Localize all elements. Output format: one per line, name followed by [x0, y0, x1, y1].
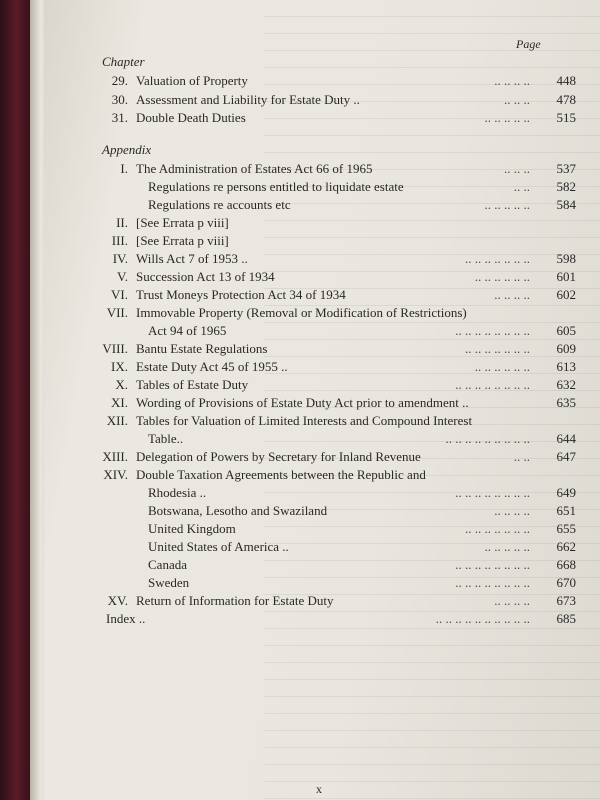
entry-number: VII.: [106, 305, 128, 320]
leader-dots: .. .. ..: [504, 161, 530, 176]
entry-title: [See Errata p viii]: [136, 233, 229, 248]
entry-title: Immovable Property (Removal or Modification of Restrictions): [136, 305, 467, 320]
leader-dots: .. .. .. .. .. .. .. .. .. ..: [435, 611, 530, 626]
page-column-label: Page: [516, 37, 541, 51]
leader-dots: .. .. .. ..: [494, 593, 530, 608]
entry-page: 651: [556, 503, 576, 518]
appendix-heading: Appendix: [102, 142, 152, 157]
toc-entry: [44, 214, 600, 232]
toc-entry: [44, 412, 600, 430]
entry-page: 448: [556, 73, 576, 88]
contents-page: [44, 0, 600, 800]
entry-number: XI.: [111, 395, 128, 410]
entry-title: Estate Duty Act 45 of 1955 ..: [136, 359, 288, 374]
leader-dots: .. .. .. ..: [494, 287, 530, 302]
entry-number: IV.: [112, 251, 128, 266]
entry-number: VI.: [111, 287, 128, 302]
entry-title: Double Taxation Agreements between the Republic and: [136, 467, 426, 482]
leader-dots: .. .. .. ..: [494, 503, 530, 518]
toc-entry: [44, 196, 600, 214]
entry-title: Index ..: [106, 611, 146, 626]
leader-dots: .. .. .. .. .. .. ..: [465, 521, 530, 536]
toc-entry: [44, 109, 600, 127]
entry-number: 30.: [111, 91, 128, 107]
entry-title: Canada: [148, 557, 187, 572]
leader-dots: .. ..: [513, 179, 530, 194]
entry-page: 655: [556, 521, 576, 536]
entry-page: 601: [556, 269, 576, 284]
entry-number: III.: [111, 233, 128, 248]
entry-page: 632: [556, 377, 576, 392]
leader-dots: .. .. .. .. .. .. .. ..: [455, 575, 530, 590]
toc-entry: [44, 160, 600, 178]
leader-dots: .. .. .. .. ..: [484, 197, 530, 212]
leader-dots: .. .. .. .. ..: [484, 110, 530, 125]
entry-title: Assessment and Liability for Estate Duty ..: [136, 91, 360, 107]
leader-dots: .. .. .. .. .. .. .. .. ..: [445, 431, 530, 446]
entry-page: 673: [556, 593, 576, 608]
entry-title: Succession Act 13 of 1934: [136, 269, 275, 284]
entry-title: Sweden: [148, 575, 190, 590]
toc-entry: [44, 448, 600, 466]
toc-entry: [44, 340, 600, 358]
toc-entry: [44, 286, 600, 304]
entry-title: Table..: [148, 431, 184, 446]
leader-dots: .. .. .. .. .. .. .. ..: [455, 377, 530, 392]
chapter-heading: Chapter: [102, 54, 145, 69]
leader-dots: .. .. ..: [504, 91, 530, 107]
entry-page: 584: [556, 197, 576, 212]
entry-number: 29.: [111, 73, 128, 88]
leader-dots: .. .. .. .. .. .. ..: [465, 341, 530, 356]
page-number: x: [316, 782, 322, 796]
entry-number: XIV.: [103, 467, 128, 482]
leader-dots: .. .. .. .. .. .. .. ..: [455, 485, 530, 500]
leader-dots: .. .. .. .. .. .. ..: [465, 251, 530, 266]
entry-number: IX.: [111, 359, 128, 374]
leader-dots: .. .. .. ..: [494, 73, 530, 88]
entry-title: Act 94 of 1965: [148, 323, 227, 338]
entry-title: Wording of Provisions of Estate Duty Act prior to amendment ..: [136, 395, 469, 410]
entry-number: II.: [116, 215, 128, 230]
entry-title: United States of America ..: [148, 539, 289, 554]
entry-page: 602: [556, 287, 576, 302]
entry-title: Regulations re persons entitled to liquidate estate: [148, 179, 404, 194]
toc-entry: [44, 268, 600, 286]
leader-dots: .. ..: [513, 449, 530, 464]
toc-entry: [44, 574, 600, 592]
entry-number: X.: [115, 377, 128, 392]
entry-page: 644: [556, 431, 576, 446]
entry-page: 662: [556, 539, 576, 554]
entry-page: 515: [556, 110, 576, 125]
entry-title: Wills Act 7 of 1953 ..: [136, 251, 248, 266]
leader-dots: .. .. .. .. .. .. .. ..: [455, 557, 530, 572]
entry-page: 478: [556, 91, 576, 107]
entry-number: XII.: [106, 413, 128, 428]
toc-entry: [44, 520, 600, 538]
entry-page: 582: [556, 179, 576, 194]
entry-title: Regulations re accounts etc: [148, 197, 291, 212]
entry-page: 635: [556, 395, 576, 410]
toc-entry: [44, 358, 600, 376]
entry-title: Tables of Estate Duty: [136, 377, 249, 392]
entry-title: [See Errata p viii]: [136, 215, 229, 230]
entry-title: Bantu Estate Regulations: [136, 341, 268, 356]
toc-entry: [44, 466, 600, 484]
entry-page: 647: [556, 449, 576, 464]
entry-title: Double Death Duties: [136, 110, 246, 125]
toc-entry: [44, 484, 600, 502]
toc-entry: [44, 430, 600, 448]
entry-number: 31.: [111, 110, 128, 125]
entry-number: V.: [117, 269, 128, 284]
leader-dots: .. .. .. .. .. .. .. ..: [455, 323, 530, 338]
entry-title: The Administration of Estates Act 66 of 1965: [136, 161, 373, 176]
toc-entry: [44, 376, 600, 394]
toc-entry: [44, 91, 600, 109]
entry-title: Return of Information for Estate Duty: [136, 593, 334, 608]
entry-page: 670: [556, 575, 576, 590]
toc-entry: [44, 250, 600, 268]
entry-page: 668: [556, 557, 576, 572]
entry-page: 537: [556, 161, 576, 176]
entry-page: 685: [556, 611, 576, 626]
toc-entry: [44, 178, 600, 196]
toc-entry: [44, 538, 600, 556]
entry-number: I.: [120, 161, 128, 176]
entry-number: XV.: [107, 593, 128, 608]
leader-dots: .. .. .. .. ..: [484, 539, 530, 554]
toc-entry: [44, 322, 600, 340]
toc-entry: [44, 394, 600, 412]
entry-page: 613: [556, 359, 576, 374]
entry-number: XIII.: [102, 449, 128, 464]
leader-dots: .. .. .. .. .. ..: [474, 359, 530, 374]
entry-title: Rhodesia ..: [148, 485, 207, 500]
entry-title: Delegation of Powers by Secretary for Inland Revenue: [136, 449, 421, 464]
entry-title: Valuation of Property: [136, 73, 248, 88]
toc-entry: [44, 592, 600, 610]
entry-page: 649: [556, 485, 576, 500]
toc-entry: [44, 610, 600, 628]
toc-entry: [44, 232, 600, 250]
toc-entry: [44, 72, 600, 90]
entry-title: Botswana, Lesotho and Swaziland: [148, 503, 328, 518]
toc-entry: [44, 556, 600, 574]
entry-page: 609: [556, 341, 576, 356]
entry-title: United Kingdom: [148, 521, 236, 536]
toc-entry: [44, 304, 600, 322]
entry-page: 605: [556, 323, 576, 338]
entry-number: VIII.: [102, 341, 128, 356]
leader-dots: .. .. .. .. .. ..: [474, 269, 530, 284]
entry-page: 598: [556, 251, 576, 266]
toc-entry: [44, 502, 600, 520]
entry-title: Tables for Valuation of Limited Interests and Compound Interest: [136, 413, 473, 428]
entry-title: Trust Moneys Protection Act 34 of 1934: [136, 287, 346, 302]
